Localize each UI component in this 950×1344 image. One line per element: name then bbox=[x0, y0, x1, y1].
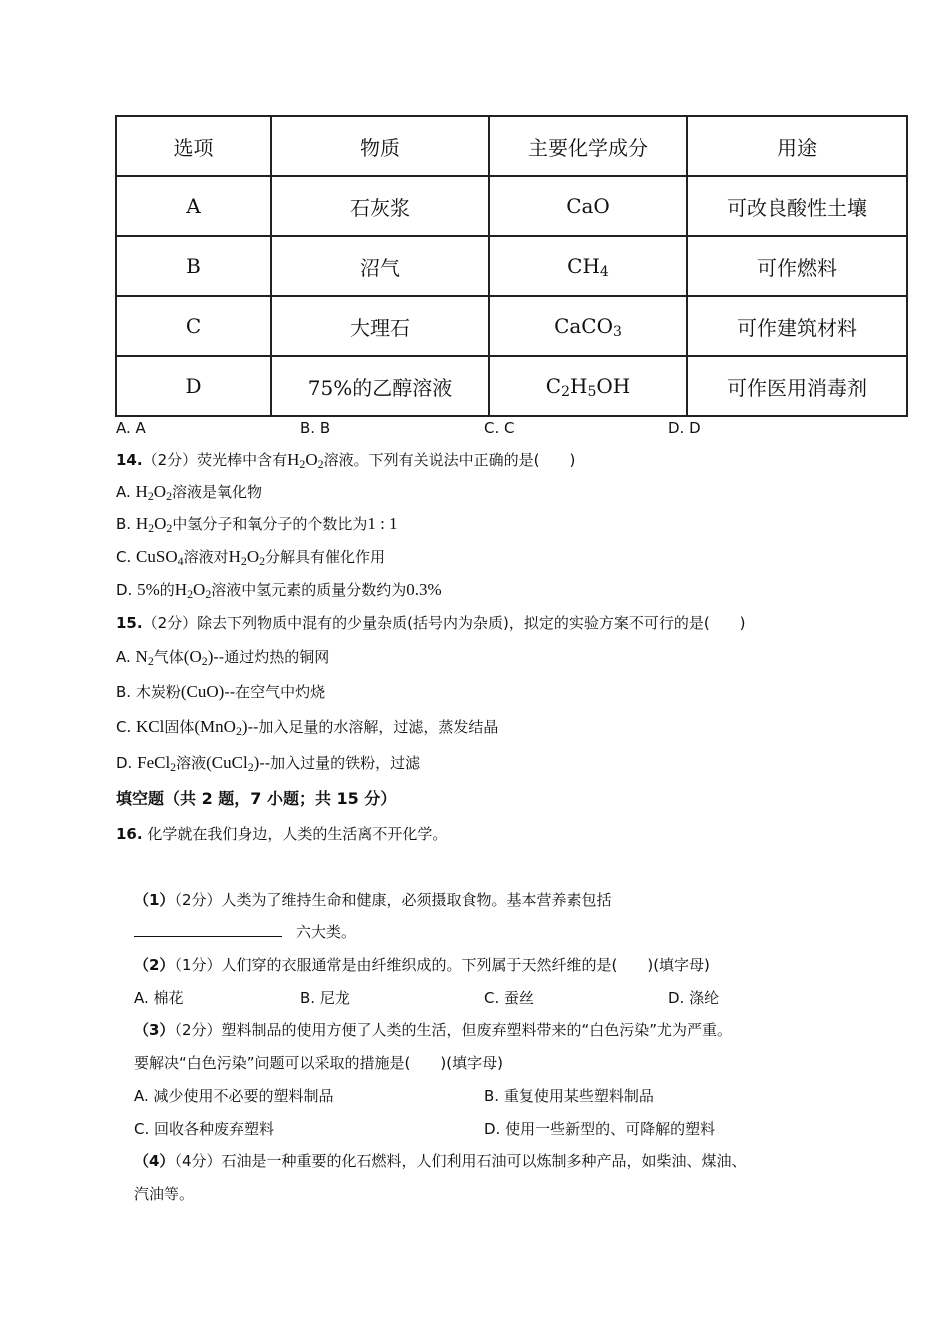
header-component: 主要化学成分 bbox=[489, 116, 687, 176]
q16-p2-option-a[interactable]: A. 棉花 bbox=[134, 989, 184, 1007]
header-substance: 物质 bbox=[271, 116, 489, 176]
q13-option-d[interactable]: D. D bbox=[668, 419, 701, 437]
q16-p2-option-c[interactable]: C. 蚕丝 bbox=[484, 989, 535, 1007]
answer-blank[interactable] bbox=[134, 922, 282, 937]
q16-part4-line2: 汽油等。 bbox=[134, 1185, 195, 1203]
q14-option-a[interactable]: A. $H_2O_2$溶液是氧化物 bbox=[116, 482, 263, 503]
table-row bbox=[116, 236, 907, 296]
q16-part3-line2: 要解决“白色污染”问题可以采取的措施是( )(填字母) bbox=[134, 1054, 503, 1072]
q14-stem: 14.（2分）荧光棒中含有$H_2O_2$溶液。下列有关说法中正确的是( ) bbox=[116, 450, 576, 471]
q15-option-b[interactable]: B. 木炭粉(CuO)--在空气中灼烧 bbox=[116, 682, 326, 701]
cell-use: 可改良酸性土壤 bbox=[687, 176, 907, 236]
q16-part3: （3）（2分）塑料制品的使用方便了人类的生活，但废弃塑料带来的“白色污染”尤为严重。 bbox=[134, 1021, 733, 1039]
cell-option: A bbox=[116, 176, 271, 236]
section-heading: 填空题（共 2 题，7 小题；共 15 分） bbox=[116, 789, 397, 808]
q16-p2-option-d[interactable]: D. 涤纶 bbox=[668, 989, 720, 1007]
q14-option-d[interactable]: D. 5%的$H_2O_2$溶液中氢元素的质量分数约为0.3% bbox=[116, 580, 442, 601]
cell-use: 可作建筑材料 bbox=[687, 296, 907, 356]
cell-option: B bbox=[116, 236, 271, 296]
cell-option: C bbox=[116, 296, 271, 356]
q16-stem: 16. 化学就在我们身边，人类的生活离不开化学。 bbox=[116, 825, 448, 843]
q15-option-d[interactable]: D. FeCl$_2$溶液(CuCl$_2$)--加入过量的铁粉，过滤 bbox=[116, 753, 421, 774]
q13-option-b[interactable]: B. B bbox=[300, 419, 331, 437]
cell-substance: 石灰浆 bbox=[271, 176, 489, 236]
q14-option-c[interactable]: C. CuSO$_4$溶液对$H_2O_2$分解具有催化作用 bbox=[116, 547, 386, 568]
header-option: 选项 bbox=[116, 116, 271, 176]
q16-p3-option-a[interactable]: A. 减少使用不必要的塑料制品 bbox=[134, 1087, 334, 1105]
cell-option: D bbox=[116, 356, 271, 416]
q16-p2-option-b[interactable]: B. 尼龙 bbox=[300, 989, 350, 1007]
q15-option-a[interactable]: A. $N_2$气体$(O_2)--$通过灼热的铜网 bbox=[116, 647, 330, 668]
cell-substance: 75%的乙醇溶液 bbox=[271, 356, 489, 416]
header-use: 用途 bbox=[687, 116, 907, 176]
q16-part2: （2）（1分）人们穿的衣服通常是由纤维织成的。下列属于天然纤维的是( )(填字母) bbox=[134, 956, 710, 974]
cell-component: CaCO$_3$ bbox=[489, 296, 687, 356]
cell-use: 可作医用消毒剂 bbox=[687, 356, 907, 416]
table-header-row bbox=[116, 116, 907, 176]
cell-substance: 大理石 bbox=[271, 296, 489, 356]
cell-component: $CH_4$ bbox=[489, 236, 687, 296]
q14-option-b[interactable]: B. $H_2O_2$中氢分子和氧分子的个数比为1 : 1 bbox=[116, 514, 398, 535]
table-row bbox=[116, 176, 907, 236]
q15-stem: 15.（2分）除去下列物质中混有的少量杂质(括号内为杂质)，拟定的实验方案不可行的是( ) bbox=[116, 614, 746, 632]
q16-p3-option-c[interactable]: C. 回收各种废弃塑料 bbox=[134, 1120, 275, 1138]
substance-table bbox=[115, 115, 908, 417]
cell-substance: 沼气 bbox=[271, 236, 489, 296]
q16-p3-option-d[interactable]: D. 使用一些新型的、可降解的塑料 bbox=[484, 1120, 716, 1138]
q16-p3-option-b[interactable]: B. 重复使用某些塑料制品 bbox=[484, 1087, 654, 1105]
q16-part4: （4）（4分）石油是一种重要的化石燃料，人们利用石油可以炼制多种产品，如柴油、煤油、 bbox=[134, 1152, 747, 1170]
cell-component: $C_2H_5OH$ bbox=[489, 356, 687, 416]
table-row bbox=[116, 356, 907, 416]
q13-option-a[interactable]: A. A bbox=[116, 419, 146, 437]
cell-use: 可作燃料 bbox=[687, 236, 907, 296]
q16-part1-blank-line[interactable]: 六大类。 bbox=[134, 922, 356, 942]
cell-component: CaO bbox=[489, 176, 687, 236]
table-row bbox=[116, 296, 907, 356]
q16-part1: （1）（2分）人类为了维持生命和健康，必须摄取食物。基本营养素包括 bbox=[134, 891, 612, 909]
q13-option-c[interactable]: C. C bbox=[484, 419, 515, 437]
q15-option-c[interactable]: C. KCl固体(MnO$_2$)--加入足量的水溶解，过滤，蒸发结晶 bbox=[116, 717, 499, 738]
